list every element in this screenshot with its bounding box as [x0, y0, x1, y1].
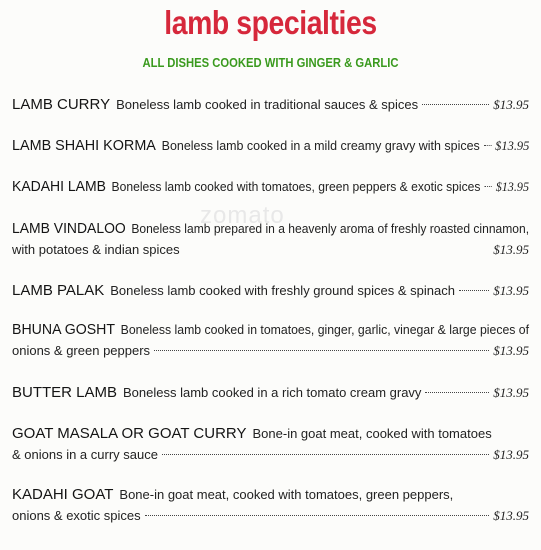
item-price: $13.95 — [493, 242, 529, 257]
leader-dots — [422, 104, 489, 105]
menu-item-bhuna-gosht — [12, 321, 529, 365]
item-description-cont: onions & green peppers — [12, 343, 151, 358]
item-price: $13.95 — [493, 385, 529, 400]
leader-dots — [145, 515, 490, 516]
item-name: LAMB SHAHI KORMA — [12, 137, 156, 154]
menu-item-lamb-vindaloo — [12, 220, 529, 264]
leader-dots — [459, 290, 489, 291]
item-name: GOAT MASALA OR GOAT CURRY — [12, 425, 247, 442]
leader-dots — [425, 392, 489, 393]
item-description-cont: with potatoes & indian spices — [12, 242, 180, 257]
watermark: zomato — [200, 202, 285, 229]
item-description: Bone-in goat meat, cooked with tomatoes, green peppers, — [119, 487, 454, 502]
menu-item-lamb-shahi-korma — [12, 137, 529, 159]
item-description: Boneless lamb cooked in a rich tomato cream gravy — [123, 385, 422, 400]
page-title: lamb specialties — [164, 4, 377, 41]
leader-dots — [484, 145, 492, 146]
item-description: Boneless lamb cooked with freshly ground spices & spinach — [110, 283, 455, 298]
menu-item-kadahi-lamb — [12, 178, 529, 200]
item-description: Boneless lamb cooked in a mild creamy gravy with spices — [161, 138, 480, 153]
item-description: Boneless lamb prepared in a heavenly aroma of freshly roasted cinnamon, — [131, 221, 530, 236]
item-price: $13.95 — [493, 508, 529, 523]
menu-item-butter-lamb — [12, 384, 529, 406]
item-name: LAMB CURRY — [12, 96, 111, 113]
item-description: Boneless lamb cooked in tomatoes, ginger, garlic, vinegar & large pieces of — [120, 322, 530, 337]
leader-dots — [162, 454, 489, 455]
item-name: BUTTER LAMB — [12, 384, 118, 401]
item-price: $13.95 — [493, 447, 529, 462]
item-description: Boneless lamb cooked in traditional sauces & spices — [116, 97, 419, 112]
item-name: KADAHI GOAT — [12, 486, 114, 503]
menu-item-lamb-palak — [12, 282, 529, 304]
leader-dots — [154, 350, 489, 351]
page-subtitle: ALL DISHES COOKED WITH GINGER & GARLIC — [142, 56, 399, 70]
item-price: $13.95 — [493, 283, 529, 298]
item-name: KADAHI LAMB — [12, 178, 106, 195]
item-price: $13.95 — [493, 97, 529, 112]
item-price: $13.95 — [495, 138, 530, 153]
item-description: Boneless lamb cooked with tomatoes, green peppers & exotic spices — [111, 179, 481, 194]
menu-item-lamb-curry — [12, 96, 529, 118]
leader-dots — [484, 186, 492, 187]
item-price: $13.95 — [493, 343, 529, 358]
item-name: LAMB PALAK — [12, 282, 105, 299]
item-price: $13.95 — [495, 179, 529, 194]
item-name: BHUNA GOSHT — [12, 321, 116, 338]
item-description: Bone-in goat meat, cooked with tomatoes — [252, 426, 492, 441]
item-name: LAMB VINDALOO — [12, 220, 126, 237]
item-description-cont: & onions in a curry sauce — [12, 447, 158, 462]
menu-item-kadahi-goat — [12, 486, 529, 530]
item-description-cont: onions & exotic spices — [12, 508, 141, 523]
leader-dots — [184, 249, 490, 250]
menu-item-goat-masala — [12, 425, 529, 469]
